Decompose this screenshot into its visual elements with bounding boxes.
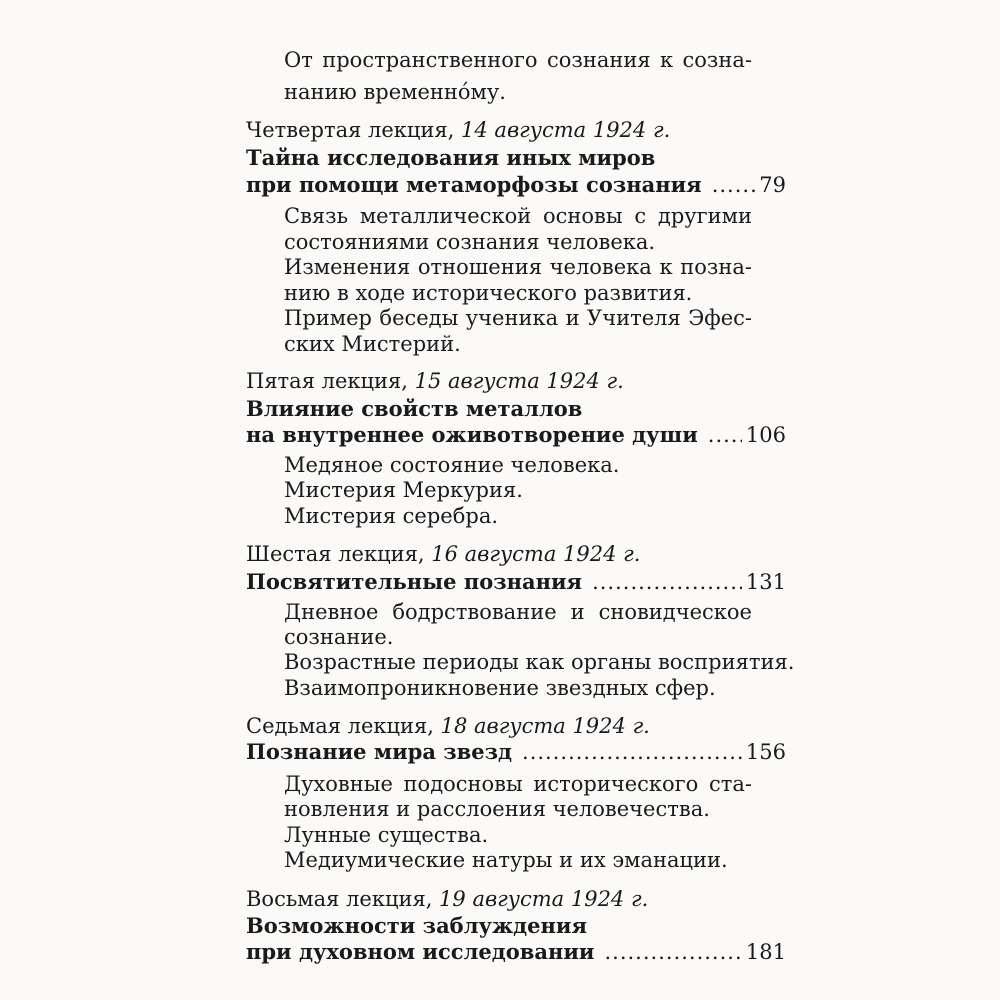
lecture-heading [246, 887, 648, 911]
lecture-title: Возможности заблуждения [246, 913, 587, 938]
toc-subitem: Изменения отношения человека к позна- [284, 255, 752, 279]
lecture-number: Восьмая лекция, [246, 887, 440, 911]
lecture-title: при помощи метаморфозы сознания [246, 172, 702, 197]
lecture-heading [246, 542, 640, 566]
toc-subitem: Медиумические натуры и их эманации. [284, 848, 728, 872]
page-number: 79 [759, 173, 786, 197]
toc-subitem: Духовные подосновы исторического ста- [284, 772, 752, 796]
lecture-number: Четвертая лекция, [246, 118, 462, 142]
lecture-date: 15 августа 1924 г. [414, 369, 624, 393]
lecture-date: 19 августа 1924 г. [439, 887, 649, 911]
lecture-heading [246, 118, 670, 142]
toc-subitem: состояниями сознания человека. [284, 230, 656, 254]
page-number: 156 [745, 740, 786, 764]
page-number: 181 [745, 940, 786, 964]
toc-subitem: Пример беседы ученика и Учителя Эфес- [284, 306, 752, 330]
toc-subitem: От пространственного сознания к созна- [284, 48, 752, 72]
lecture-title: Познание мира звезд [246, 739, 513, 764]
toc-subitem: ских Мистерий. [284, 332, 461, 356]
toc-entry[interactable] [246, 173, 786, 197]
dot-leader [592, 570, 742, 594]
dot-leader [712, 173, 756, 197]
lecture-date: 14 августа 1924 г. [461, 118, 671, 142]
toc-subitem: Взаимопроникновение звездных сфер. [284, 676, 716, 700]
toc-subitem: Мистерия Меркурия. [284, 478, 523, 502]
lecture-title: Тайна исследования иных миров [246, 145, 656, 170]
dot-leader [604, 940, 741, 964]
toc-entry[interactable] [246, 570, 786, 594]
toc-subitem: Мистерия серебра. [284, 504, 499, 528]
toc-entry[interactable] [246, 423, 786, 447]
lecture-heading [246, 369, 624, 393]
toc-entry[interactable] [246, 740, 786, 764]
toc-subitem: Возрастные периоды как органы восприятия. [284, 650, 795, 674]
lecture-heading [246, 714, 650, 738]
toc-entry[interactable] [246, 940, 786, 964]
page-number: 131 [745, 570, 786, 594]
lecture-number: Пятая лекция, [246, 369, 415, 393]
lecture-title: на внутреннее оживотворение души [246, 422, 698, 447]
lecture-number: Шестая лекция, [246, 542, 432, 566]
lecture-title: Посвятительные познания [246, 569, 583, 594]
toc-subitem: сознание. [284, 625, 394, 649]
toc-subitem: Лунные существа. [284, 823, 489, 847]
lecture-date: 18 августа 1924 г. [440, 714, 650, 738]
lecture-title: при духовном исследовании [246, 939, 595, 964]
toc-subitem: новления и расслоения человечества. [284, 797, 710, 821]
toc-subitem: нанию временнóму. [284, 80, 506, 104]
dot-leader [522, 740, 742, 764]
toc-subitem: нию в ходе исторического развития. [284, 281, 693, 305]
toc-subitem: Медяное состояние человека. [284, 453, 620, 477]
toc-subitem: Дневное бодрствование и сновидческое [284, 600, 752, 624]
dot-leader [708, 423, 742, 447]
lecture-title: Влияние свойств металлов [246, 396, 583, 421]
page-number: 106 [745, 423, 786, 447]
toc-subitem: Связь металлической основы с другими [284, 204, 752, 228]
lecture-date: 16 августа 1924 г. [431, 542, 641, 566]
lecture-number: Седьмая лекция, [246, 714, 441, 738]
